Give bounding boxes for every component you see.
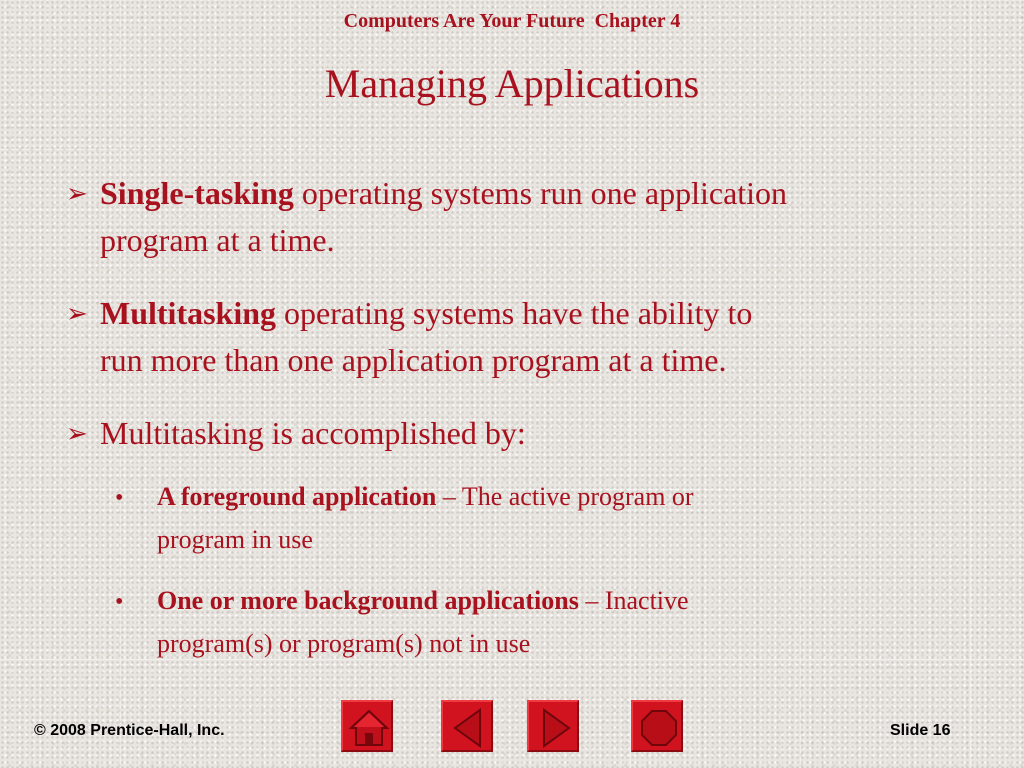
dot-bullet-icon: • [115, 485, 124, 511]
bullet-text: operating systems have the ability to [276, 295, 753, 331]
bullet-term: Single-tasking [100, 175, 294, 211]
next-arrow-icon [529, 702, 581, 754]
bullet-text-continued: run more than one application program at a time. [100, 342, 727, 378]
arrow-bullet-icon: ➢ [66, 179, 88, 208]
bullet-multitasking [66, 290, 976, 383]
bullet-text: Multitasking is accomplished by: [100, 415, 526, 451]
stop-icon [633, 702, 685, 754]
previous-arrow-icon [443, 702, 495, 754]
slide-title: Managing Applications [324, 61, 700, 106]
sub-bullet-term: A foreground application [157, 482, 437, 511]
bullet-single-tasking [66, 170, 976, 263]
bullet-accomplished-by [66, 410, 976, 457]
bullet-text: operating systems run one application [293, 175, 788, 211]
sub-bullet-text-continued: program in use [157, 525, 313, 554]
arrow-bullet-icon: ➢ [66, 419, 88, 448]
sub-bullet-background [115, 580, 885, 665]
dot-bullet-icon: • [115, 589, 124, 615]
sub-bullet-text: – The active program or [436, 482, 694, 511]
bullet-term: Multitasking [100, 295, 277, 331]
sub-bullet-text-continued: program(s) or program(s) not in use [157, 629, 531, 658]
sub-bullet-text: – Inactive [578, 586, 689, 615]
previous-slide-button[interactable] [441, 700, 493, 752]
bullet-text-continued: program at a time. [100, 222, 335, 258]
copyright-text: © 2008 Prentice-Hall, Inc. [34, 722, 225, 739]
arrow-bullet-icon: ➢ [66, 299, 88, 328]
slide-number: Slide 16 [890, 722, 951, 739]
sub-bullet-term: One or more background applications [157, 586, 579, 615]
home-icon [343, 702, 395, 754]
next-slide-button[interactable] [527, 700, 579, 752]
home-button[interactable] [341, 700, 393, 752]
chapter-header: Computers Are Your Future Chapter 4 [343, 10, 681, 32]
end-show-button[interactable] [631, 700, 683, 752]
sub-bullet-foreground [115, 476, 885, 561]
